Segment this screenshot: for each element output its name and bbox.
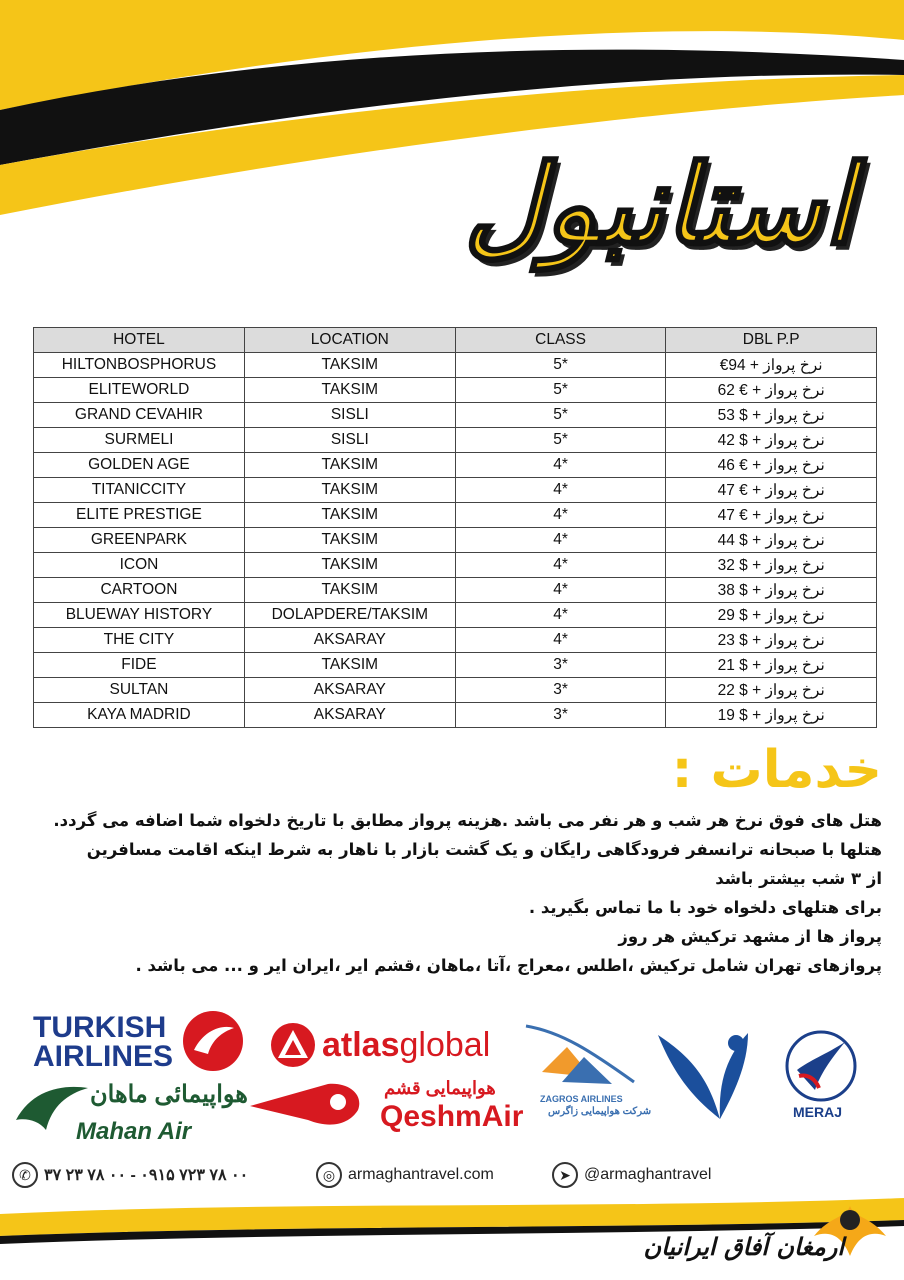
hotel-price: نرخ پرواز + $ 29: [666, 603, 877, 628]
services-text: [12, 806, 882, 980]
hotel-price: نرخ پرواز + € 46: [666, 453, 877, 478]
services-line: از ۳ شب بیشتر باشد: [715, 869, 882, 888]
hotel-price: نرخ پرواز + $ 53: [666, 403, 877, 428]
hotel-location: TAKSIM: [244, 478, 455, 503]
atlasglobal-logo: [322, 1026, 490, 1065]
header-price: DBL P.P: [666, 328, 877, 353]
services-line: پرواز ها از مشهد ترکیش هر روز: [618, 927, 882, 946]
services-title: خدمات :: [671, 740, 882, 800]
telegram-contact[interactable]: [552, 1160, 711, 1190]
page-title: استانبول: [464, 141, 854, 269]
phone-contact[interactable]: [12, 1160, 248, 1190]
table-row: [34, 403, 877, 428]
qeshm-label-fa: هواپیمایی قشم: [384, 1078, 496, 1098]
table-header-row: [34, 328, 877, 353]
hotel-name: SULTAN: [34, 678, 245, 703]
table-row: [34, 453, 877, 478]
meraj-emblem-icon: [785, 1030, 857, 1102]
hotel-price: نرخ پرواز + € 47: [666, 503, 877, 528]
hotel-location: TAKSIM: [244, 453, 455, 478]
services-line: پروازهای تهران شامل ترکیش ،اطلس ،معراج ،آتا ،ماهان ،قشم ایر ،ایران ایر و ... می باشد .: [135, 956, 882, 975]
phone-number: ۳۷ ۲۳ ۷۸ ۰۰ - ۰۹۱۵ ۷۲۳ ۷۸ ۰۰: [44, 1167, 249, 1184]
meraj-label: MERAJ: [793, 1104, 843, 1120]
hotel-price: نرخ پرواز + $ 38: [666, 578, 877, 603]
header-class: CLASS: [455, 328, 666, 353]
header-location: LOCATION: [244, 328, 455, 353]
table-row: [34, 478, 877, 503]
turkish-emblem-icon: [182, 1010, 244, 1072]
hotel-class: 3*: [455, 703, 666, 728]
hotel-class: 5*: [455, 428, 666, 453]
zagros-label-en: ZAGROS AIRLINES: [540, 1094, 623, 1104]
hotel-location: AKSARAY: [244, 628, 455, 653]
hotel-class: 4*: [455, 528, 666, 553]
atlas-triangle-icon: [268, 1022, 318, 1068]
table-row: [34, 428, 877, 453]
hotel-class: 4*: [455, 453, 666, 478]
table-row: [34, 603, 877, 628]
brand-name: ارمغان آفاق ایرانیان: [643, 1232, 844, 1261]
hotel-location: TAKSIM: [244, 378, 455, 403]
table-row: [34, 378, 877, 403]
hotel-price: نرخ پرواز + $ 32: [666, 553, 877, 578]
hotel-location: TAKSIM: [244, 528, 455, 553]
hotel-name: THE CITY: [34, 628, 245, 653]
table-row: [34, 553, 877, 578]
table-row: [34, 703, 877, 728]
table-row: [34, 628, 877, 653]
hotel-name: ELITEWORLD: [34, 378, 245, 403]
hotel-name: GOLDEN AGE: [34, 453, 245, 478]
hotel-price: نرخ پرواز + 94€: [666, 353, 877, 378]
hotel-name: TITANICCITY: [34, 478, 245, 503]
hotel-price: نرخ پرواز + $ 22: [666, 678, 877, 703]
telegram-handle: @armaghantravel: [584, 1166, 712, 1183]
qeshm-air-emblem-icon: [248, 1080, 366, 1132]
hotel-name: GREENPARK: [34, 528, 245, 553]
hotel-table: [33, 327, 877, 728]
hotel-price: نرخ پرواز + € 47: [666, 478, 877, 503]
turkish-airlines-logo: [33, 1013, 173, 1071]
services-line: هتلها با صبحانه ترانسفر فرودگاهی رایگان و یک گشت بازار با ناهار به شرط اینکه اقامت مسافرین: [86, 840, 882, 859]
hotel-class: 4*: [455, 578, 666, 603]
hotel-class: 4*: [455, 478, 666, 503]
table-row: [34, 528, 877, 553]
hotel-class: 4*: [455, 503, 666, 528]
hotel-price: نرخ پرواز + $ 42: [666, 428, 877, 453]
table-row: [34, 353, 877, 378]
website-url: armaghantravel.com: [348, 1166, 494, 1183]
hotel-name: FIDE: [34, 653, 245, 678]
hotel-name: KAYA MADRID: [34, 703, 245, 728]
hotel-location: AKSARAY: [244, 703, 455, 728]
zagros-emblem-icon: [522, 1022, 638, 1094]
services-line: برای هتلهای دلخواه خود با ما تماس بگیرید .: [528, 898, 882, 917]
hotel-class: 5*: [455, 403, 666, 428]
hotel-price: نرخ پرواز + $ 21: [666, 653, 877, 678]
services-line: هتل های فوق نرخ هر شب و هر نفر می باشد .هزینه پرواز مطابق با تاریخ دلخواه شما اضافه می گردد.: [53, 811, 882, 830]
hotel-price: نرخ پرواز + € 62: [666, 378, 877, 403]
hotel-location: DOLAPDERE/TAKSIM: [244, 603, 455, 628]
hotel-class: 5*: [455, 353, 666, 378]
hotel-name: BLUEWAY HISTORY: [34, 603, 245, 628]
mahan-label-en: Mahan Air: [76, 1118, 192, 1145]
qeshm-label-en: QeshmAir: [380, 1100, 524, 1133]
hotel-location: AKSARAY: [244, 678, 455, 703]
hotel-location: SISLI: [244, 403, 455, 428]
globe-icon: ◎: [316, 1162, 342, 1188]
table-row: [34, 653, 877, 678]
atlas-light: global: [399, 1026, 491, 1064]
hotel-name: GRAND CEVAHIR: [34, 403, 245, 428]
turkish-line1: TURKISH: [33, 1011, 167, 1044]
hotel-location: TAKSIM: [244, 503, 455, 528]
telegram-icon: ➤: [552, 1162, 578, 1188]
atlas-bold: atlas: [322, 1026, 400, 1064]
table-row: [34, 578, 877, 603]
hotel-class: 4*: [455, 628, 666, 653]
hotel-price: نرخ پرواز + $ 23: [666, 628, 877, 653]
table-row: [34, 678, 877, 703]
zagros-label-fa: شرکت هواپیمایی زاگرس: [548, 1106, 652, 1117]
turkish-line2: AIRLINES: [33, 1040, 174, 1073]
hotel-class: 4*: [455, 553, 666, 578]
hotel-location: SISLI: [244, 428, 455, 453]
table-row: [34, 503, 877, 528]
website-contact[interactable]: [316, 1160, 494, 1190]
hotel-class: 3*: [455, 678, 666, 703]
hotel-name: HILTONBOSPHORUS: [34, 353, 245, 378]
mahan-label-fa: هواپیمائی ماهان: [90, 1081, 248, 1108]
hotel-location: TAKSIM: [244, 553, 455, 578]
hotel-name: CARTOON: [34, 578, 245, 603]
hotel-class: 4*: [455, 603, 666, 628]
iran-air-homa-icon: [648, 1025, 758, 1123]
hotel-class: 3*: [455, 653, 666, 678]
hotel-class: 5*: [455, 378, 666, 403]
hotel-price: نرخ پرواز + $ 44: [666, 528, 877, 553]
hotel-name: SURMELI: [34, 428, 245, 453]
hotel-price: نرخ پرواز + $ 19: [666, 703, 877, 728]
header-hotel: HOTEL: [34, 328, 245, 353]
hotel-name: ELITE PRESTIGE: [34, 503, 245, 528]
hotel-name: ICON: [34, 553, 245, 578]
hotel-location: TAKSIM: [244, 353, 455, 378]
hotel-location: TAKSIM: [244, 578, 455, 603]
hotel-location: TAKSIM: [244, 653, 455, 678]
phone-icon: ✆: [12, 1162, 38, 1188]
